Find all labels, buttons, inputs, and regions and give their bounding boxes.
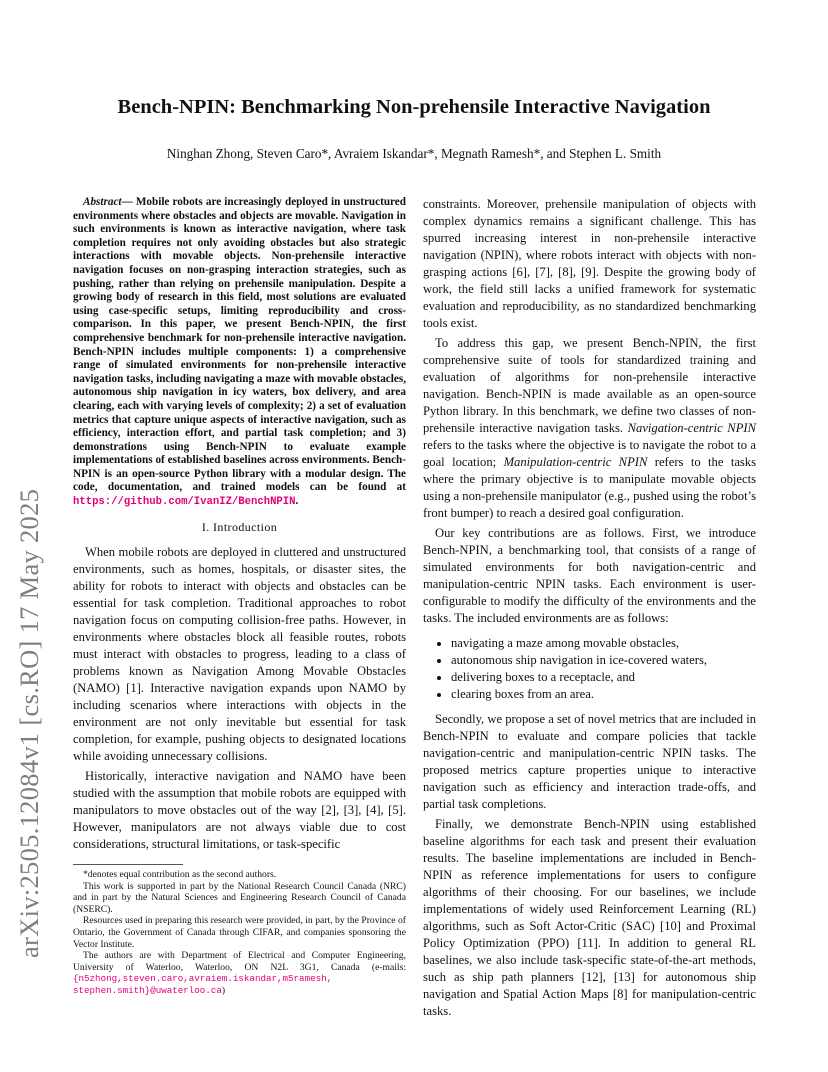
footnotes [73,864,406,997]
list-item: • clearing boxes from an area. [451,686,756,703]
right-paragraph-3: Our key contributions are as follows. First, we introduce Bench-NPIN, a benchmarking tool, that consists of a range of simulated environments for both navigation-centric and manipulation-centric NPIN tasks. Each environment is user-configurable to modify the difficulty of the environments and the tasks. The included environments are as follows: [423,526,756,625]
footnote-equal-contribution: *denotes equal contribution as the second authors. [83,869,277,880]
environment-list [423,635,756,703]
p2-text-e: refers to the tasks where the primary objective is to manipulate movable objects using a non-prehensile manipulator (e.g., pushed using the robot’s front bumper) to reach a desired goal configuration. [423,455,757,520]
footnote-resources: Resources used in preparing this research were provided, in part, by the Province of Ontario, the Government of Canada through CIFAR, and companies sponsoring the Vector Institute. [73,915,406,950]
paper-title: Bench-NPIN: Benchmarking Non-prehensile Interactive Navigation [117,96,711,118]
abstract [73,196,406,510]
author-emails[interactable]: {n5zhong,steven.caro,avraiem.iskandar,m5ramesh, stephen.smith}@uwaterloo.ca [73,973,333,996]
repository-link[interactable]: https://github.com/IvanIZ/BenchNPIN [73,496,296,509]
affiliation-end: ) [221,984,226,996]
p2-text-c: refers to the tasks where the objective is to navigate the robot to a goal location; [423,438,756,469]
author-list: Ninghan Zhong, Steven Caro*, Avraiem Iskandar*, Megnath Ramesh*, and Stephen L. Smith [166,146,662,161]
footnote-funding: This work is supported in part by the National Research Council Canada (NRC) and in part by the Natural Sciences and Engineering Research Council of Canada (NSERC). [73,880,406,915]
intro-paragraph-2: Historically, interactive navigation and NAMO have been studied with the assumption that mobile robots are equipped with manipulators to move obstacles out of the way [2], [3], [4], [5]. However, manipulators are not always viable due to cost considerations, structural limitations, or task-specific [73,768,406,851]
p2-text-a: To address this gap, we present Bench-NPIN, the first comprehensive suite of tools for standardized training and evaluation of algorithms for non-prehensile interactive navigation. Bench-NPIN is made available as an open-source Python library. In this benchmark, we define two classes of non-prehensile interactive navigation tasks. [423,336,756,435]
list-item: • delivering boxes to a receptacle, and [451,669,756,686]
list-item: • autonomous ship navigation in ice-covered waters, [451,652,756,669]
affiliation-text: The authors are with Department of Electrical and Computer Engineering, University of Waterloo, Waterloo, ON N2L 3G1, Canada (e-mails: [73,950,406,973]
list-item: • navigating a maze among movable obstacles, [451,635,756,652]
footnote-affiliation [73,950,406,996]
right-column [423,196,756,1023]
right-paragraph-5: Finally, we demonstrate Bench-NPIN using established baseline algorithms for each task and present their evaluation results. The baseline implementations are included in Bench-NPIN as reference implementations for users to configure algorithms of their choosing. For our baselines, we include implementations of widely used Reinforcement Learning (RL) algorithms, such as Soft Actor-Critic (SAC) [10] and Proximal Policy Optimization (PPO) [11]. In addition to general RL baselines, we also include task-specific state-of-the-art methods, such as ship path planners [12], [13] for autonomous ship navigation and Spatial Action Maps [8] for manipulation-centric tasks. [423,817,756,1018]
right-paragraph-1: constraints. Moreover, prehensile manipulation of objects with complex dynamics remains a significant challenge. This has spurred increasing interest in non-prehensile interactive navigation (NPIN), where robots interact with objects with non-grasping actions [6], [7], [8], [9]. Despite the growing body of work, the field still lacks a unified framework for systematic evaluation and reproducibility, as no standardized benchmarking tools exist. [423,197,756,330]
term-navigation-centric: Navigation-centric NPIN [627,421,756,435]
left-column [73,196,406,856]
term-manipulation-centric: Manipulation-centric NPIN [503,455,648,469]
footnote-divider [73,864,183,865]
abstract-end: . [295,495,299,508]
abstract-text: — Mobile robots are increasingly deployed in unstructured environments where obstacles and objects are movable. Navigation in such environments is known as interactive navigation, where task completion requires not only avoiding obstacles but also strategic interactions with movable objects. Non-prehensile interactive navigation focuses on non-grasping interaction strategies, such as pushing, rather than relying on prehensile manipulation. Despite a growing body of research in this field, most solutions are evaluated using case-specific setups, limiting reproducibility and cross-comparison. In this paper, we present Bench-NPIN, the first comprehensive benchmark for non-prehensile interactive navigation. Bench-NPIN includes multiple components: 1) a comprehensive range of simulated environments for non-prehensile interactive navigation tasks, including navigating a maze with movable obstacles, autonomous ship navigation in icy waters, box delivery, and area clearing, each with varying levels of complexity; 2) a set of evaluation metrics that capture unique aspects of interactive navigation, such as efficiency, interaction effort, and partial task completion; and 3) demonstrations using Bench-NPIN to evaluate example implementations of established baselines across environments. Bench-NPIN is an open-source Python library with a modular design. The code, documentation, and trained models can be found at [73,196,406,494]
right-paragraph-2 [423,335,756,522]
intro-paragraph-1: When mobile robots are deployed in cluttered and unstructured environments, such as homes, hospitals, or disaster sites, the ability for robots to interact with objects and obstacles can be essential for task completion. Traditional approaches to robot navigation focus on computing collision-free paths. However, in environments where obstacles block all feasible routes, robots must interact with obstacles to progress, leading to a class of problems known as Navigation Among Movable Obstacles (NAMO) [1]. Interactive navigation expands upon NAMO by including scenarios where interactions with objects in the environment are not only inevitable but essential for task completion, for example, pushing objects to designated locations while avoiding unnecessary collisions. [73,544,406,763]
abstract-label: Abstract [83,196,122,208]
right-paragraph-4: Secondly, we propose a set of novel metrics that are included in Bench-NPIN to evaluate and compare policies that tackle navigation-centric and manipulation-centric NPIN tasks. The proposed metrics capture properties unique to interactive navigation such as efficiency and interaction trade-offs, and partial task completions. [423,712,756,811]
arxiv-identifier: arXiv:2505.12084v1 [cs.RO] 17 May 2025 [14,488,44,958]
section-heading-introduction: I. Introduction [201,519,278,534]
